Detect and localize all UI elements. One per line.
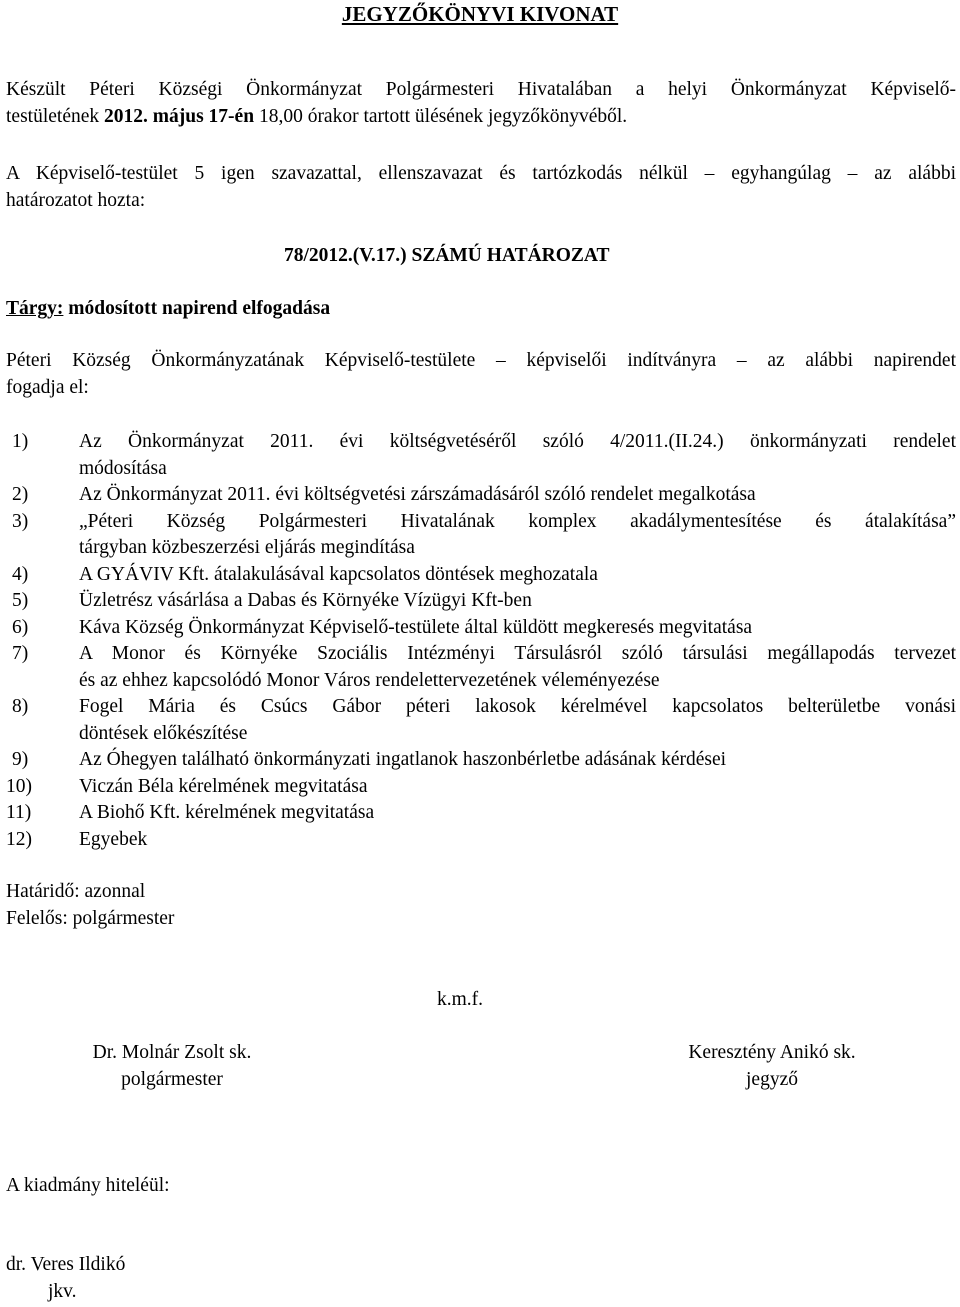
agenda-item — [6, 800, 956, 827]
intro-line-2: testületének 2012. május 17-én 18,00 órakor tartott ülésének jegyzőkönyvéből. — [6, 105, 628, 127]
signer-right-name: Keresztény Anikó sk. — [688, 1042, 856, 1063]
agenda-item — [6, 747, 956, 774]
agenda-item-number: 10) — [6, 775, 32, 797]
agenda-item-text: Az Óhegyen található önkormányzati ingatlanok haszonbérletbe adásának kérdései — [79, 749, 727, 770]
intro-paragraph — [6, 77, 956, 130]
agenda-item-number: 3) — [12, 510, 29, 532]
agenda-item-number: 6) — [12, 616, 29, 638]
certifier-role: jkv. — [48, 1281, 77, 1302]
agenda-item-text: Az Önkormányzat 2011. évi költségvetéséről szóló 4/2011.(II.24.) önkormányzati rendelet — [79, 431, 956, 452]
vote-paragraph — [6, 161, 956, 214]
agenda-item-number: 1) — [12, 431, 29, 452]
vote-line-2: határozatot hozta: — [6, 189, 146, 211]
agenda-item-text: Fogel Mária és Csúcs Gábor péteri lakosok kérelmével kapcsolatos belterületbe vonási — [79, 696, 956, 717]
document-title: JEGYZŐKÖNYVI KIVONAT — [341, 2, 619, 26]
agenda-item-text: A Biohő Kft. kérelmének megvitatása — [79, 802, 375, 823]
agenda-item-text: Az Önkormányzat 2011. évi költségvetési zárszámadásáról szóló rendelet megalkotása — [79, 484, 756, 505]
agenda-item-number: 9) — [12, 749, 29, 770]
signer-right-role: jegyző — [746, 1068, 798, 1090]
agenda-item-text: A Monor és Környéke Szociális Intézményi Társulásról szóló társulási megállapodás tervezet — [79, 643, 956, 664]
agenda-item — [6, 429, 956, 482]
agenda-item — [6, 562, 956, 589]
subject-label: Tárgy: — [6, 298, 64, 319]
agenda-item — [6, 509, 956, 562]
resolution-number: 78/2012.(V.17.) SZÁMÚ HATÁROZAT — [284, 245, 610, 266]
signer-left-role: polgármester — [121, 1068, 223, 1090]
agenda-item-text-cont: döntések előkészítése — [79, 722, 248, 744]
agenda-item-number: 8) — [12, 696, 29, 717]
agenda-item-number: 4) — [12, 563, 29, 585]
agenda-item-text: Egyebek — [79, 828, 148, 850]
responsible: Felelős: polgármester — [6, 908, 175, 929]
certifier-name: dr. Veres Ildikó — [6, 1254, 126, 1275]
agenda-item — [6, 641, 956, 694]
agenda-item-text: A GYÁVIV Kft. átalakulásával kapcsolatos döntések meghozatala — [79, 563, 598, 585]
body-paragraph — [6, 348, 956, 401]
agenda-item-text: Viczán Béla kérelmének megvitatása — [79, 775, 368, 797]
deadline: Határidő: azonnal — [6, 881, 146, 902]
resolution-subject — [6, 296, 330, 323]
agenda-item-text: Káva Község Önkormányzat Képviselő-testülete által küldött megkeresés megvitatása — [79, 616, 753, 638]
agenda-item-text-cont: módosítása — [79, 457, 167, 479]
agenda-item-number: 2) — [12, 484, 29, 505]
agenda-item-text: „Péteri Község Polgármesteri Hivatalának komplex akadálymentesítése és átalakítása” — [79, 510, 956, 532]
agenda-item-text-cont: tárgyban közbeszerzési eljárás megindítása — [79, 537, 415, 558]
meeting-date: 2012. május 17-én — [104, 105, 255, 127]
agenda-item — [6, 694, 956, 747]
agenda-item — [6, 615, 956, 642]
kmf-mark: k.m.f. — [437, 989, 484, 1010]
signer-right — [622, 1040, 922, 1093]
agenda-item — [6, 482, 956, 509]
signer-left — [22, 1040, 322, 1093]
agenda-item-text: Üzletrész vásárlása a Dabas és Környéke Vízügyi Kft-ben — [79, 590, 532, 611]
agenda-item-number: 7) — [12, 643, 29, 664]
certify-label: A kiadmány hiteléül: — [6, 1175, 170, 1196]
vote-line-1: A Képviselő-testület 5 igen szavazattal, ellenszavazat és tartózkodás nélkül – egyhangúlag – az alábbi — [6, 163, 956, 184]
agenda-item-number: 12) — [6, 828, 32, 850]
agenda-list — [6, 429, 956, 853]
signer-left-name: Dr. Molnár Zsolt sk. — [92, 1042, 252, 1063]
intro-line-1: Készült Péteri Községi Önkormányzat Polgármesteri Hivatalában a helyi Önkormányzat Képviselő- — [6, 79, 956, 100]
agenda-item-number: 11) — [6, 802, 32, 823]
agenda-item — [6, 827, 956, 854]
agenda-item-number: 5) — [12, 590, 29, 611]
body-line-2: fogadja el: — [6, 376, 89, 398]
subject-text: módosított napirend elfogadása — [68, 298, 331, 319]
agenda-item-text-cont: és az ehhez kapcsolódó Monor Város rendelettervezetének véleményezése — [79, 669, 660, 691]
agenda-item — [6, 588, 956, 615]
agenda-item — [6, 774, 956, 801]
body-line-1: Péteri Község Önkormányzatának Képviselő-testülete – képviselői indítványra – az alábbi napirendet — [6, 350, 956, 371]
